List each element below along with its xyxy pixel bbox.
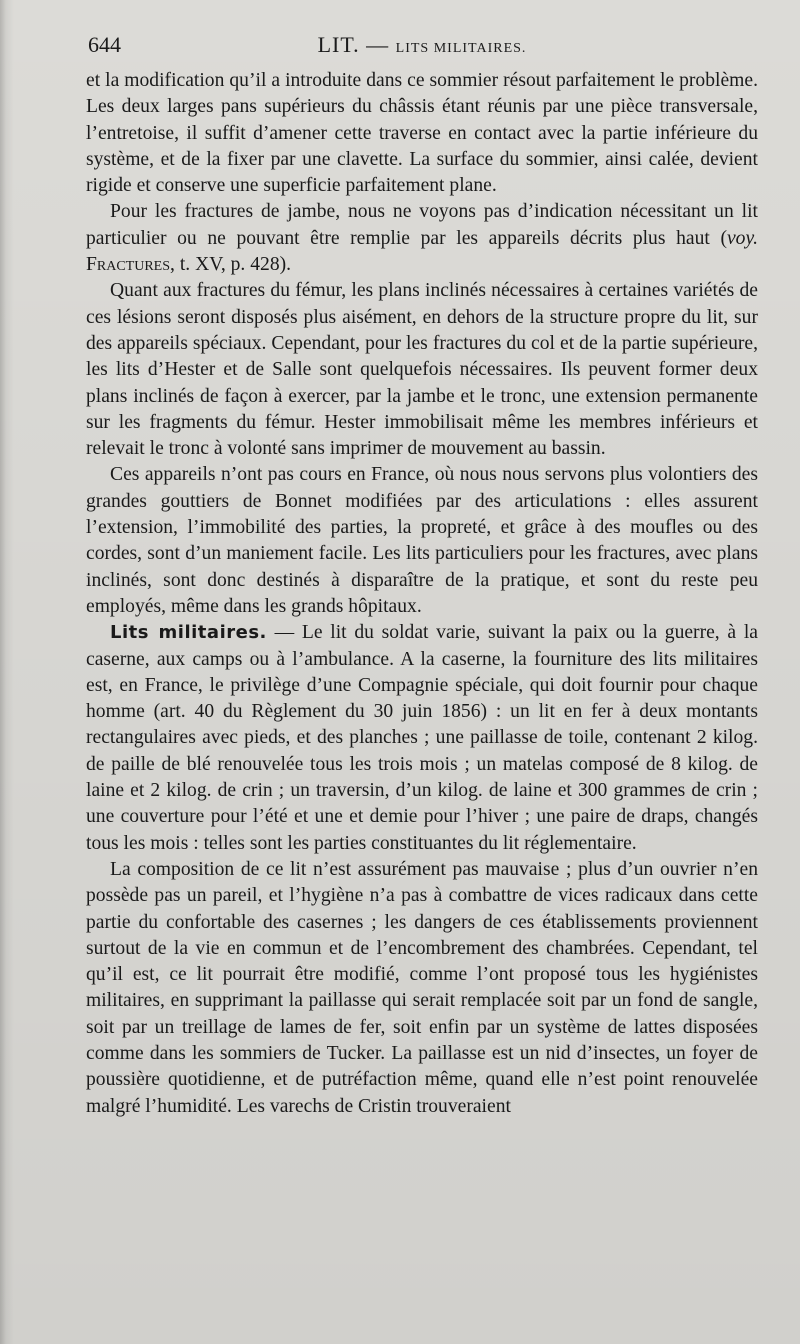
paragraph-2-end: , t. XV, p. 428). [170,254,292,276]
paragraph-4: Ces appareils n’ont pas cours en France, où nous nous servons plus volontiers des grandes gouttiers de Bonnet modifiées par des articulations : elles assurent l’extension, l’immobilité des parties, la propreté, et grâce à des moufles ou des cordes, sont d’un maniement facile. Les lits particuliers pour les fractures, avec plans inclinés, sont donc destinés à disparaître de la pratique, et sont du reste peu employés, même dans les grands hôpitaux. [86,464,758,617]
running-title-sub: LITS MILITAIRES. [395,41,527,56]
paragraph-2-text: Pour les fractures de jambe, nous ne voyons pas d’indication nécessitant un lit particulier ou ne pouvant être remplie par les appareils décrits plus haut ( [86,201,758,249]
paragraph-2 [86,199,758,278]
paragraph-5 [86,620,758,857]
paragraph-5-text: — Le lit du soldat varie, suivant la paix ou la guerre, à la caserne, aux camps ou à l’ambulance. A la caserne, la fourniture des lits militaires est, en France, le privilège d’une Compagnie spéciale, qui doit fournir pour chaque homme (art. 40 du Règlement du 30 juin 1856) : un lit en fer à deux montants rectangulaires avec pieds, et des planches ; une paillasse de toile, contenant 2 kilog. de paille de blé renouvelée tous les trois mois ; un matelas composé de 8 kilog. de laine et 2 kilog. de crin ; un traversin, d’un kilog. de laine et 300 grammes de crin ; une couverture pour l’été et une et demie pour l’hiver ; une paire de draps, changés tous les mois : telles sont les parties constituantes du lit réglementaire. [86,622,758,854]
paragraph-2-voy: voy. [726,227,758,249]
paragraph-6: La composition de ce lit n’est assurément pas mauvaise ; plus d’un ouvrier n’en possède pas un pareil, et l’hygiène n’a pas à combattre de vices radicaux dans cette partie du confortable des casernes ; les dangers de ces établissements proviennent surtout de la vie en commun et de l’encombrement des chambrées. Cependant, tel qu’il est, ce lit pourrait être modifié, comme l’ont proposé tous les hygiénistes militaires, en supprimant la paillasse qui serait remplacée soit par un fond de sangle, soit par un treillage de lames de fer, soit enfin par un système de lattes disposées comme dans les sommiers de Tucker. La paillasse est un nid d’insectes, un foyer de poussière quotidienne, et de putréfaction même, quand elle n’est point renouvelée malgré l’humidité. Les varechs de Cristin trouveraient [86,858,758,1117]
page-header [84,28,760,62]
paragraph-3: Quant aux fractures du fémur, les plans inclinés nécessaires à certaines variétés de ces lésions seront disposés plus aisément, en dehors de la structure propre du lit, sur des appareils spéciaux. Cependant, pour les fractures du col et de la partie supérieure, les lits d’Hester et de Salle sont quelquefois nécessaires. Ils peuvent former deux plans inclinés de façon à exercer, par la jambe et le tronc, une extension permanente sur les fragments du fémur. Hester immobilisait même les membres inférieurs et relevait le tronc à volonté sans imprimer de mouvement au bassin. [86,280,758,460]
paragraph-2-reference: Fractures [86,254,171,276]
section-title-lits-militaires: Lits militaires. [110,622,267,644]
paragraph-1: et la modification qu’il a introduite dans ce sommier résout parfaitement le problème. Les deux larges pans supérieurs du châssis étant réunis par une pièce transversale, l’entretoise, il suffit d’amener cette traverse en contact avec la partie inférieure du système, et de la fixer par une clavette. La surface du sommier, ainsi calée, devient rigide et conserve une superficie parfaitement plane. [86,70,758,197]
body-text [86,68,758,1120]
page-number: 644 [88,32,121,57]
running-title [84,32,760,58]
running-title-main: LIT. — [317,32,390,57]
